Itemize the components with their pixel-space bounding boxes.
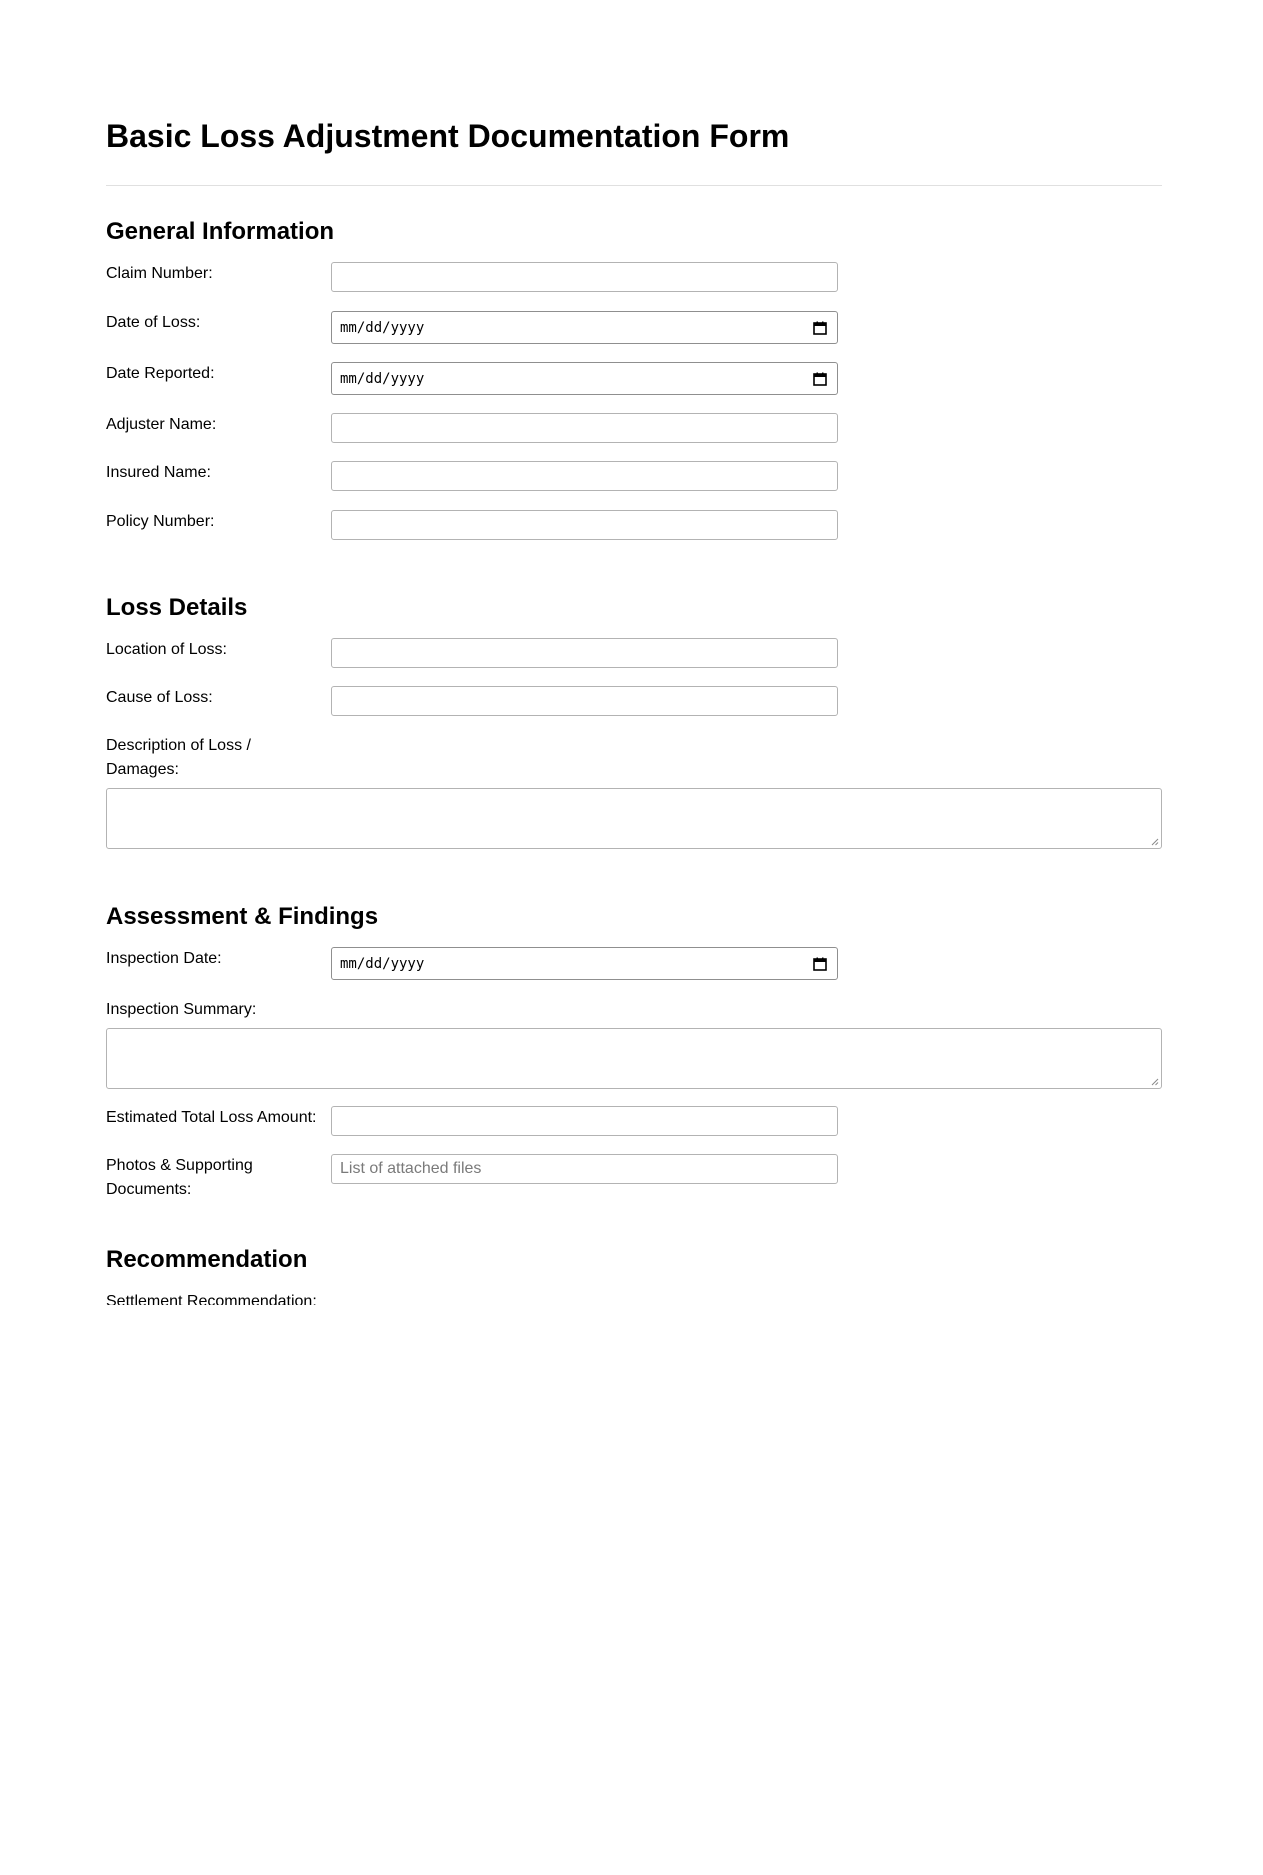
cause-of-loss-input[interactable] [331, 686, 838, 716]
resize-grip-icon[interactable] [1150, 837, 1159, 846]
location-of-loss-input[interactable] [331, 638, 838, 668]
date-reported-label: Date Reported: [106, 365, 215, 382]
photos-documents-input[interactable] [331, 1154, 838, 1184]
settlement-recommendation-clip [106, 1290, 406, 1305]
policy-number-input[interactable] [331, 510, 838, 540]
adjuster-name-label: Adjuster Name: [106, 416, 217, 433]
estimated-total-label: Estimated Total Loss Amount: [106, 1109, 317, 1126]
date-reported-placeholder: mm/dd/yyyy [340, 370, 425, 387]
adjuster-name-input[interactable] [331, 413, 838, 443]
cause-of-loss-label: Cause of Loss: [106, 689, 213, 706]
claim-number-label: Claim Number: [106, 265, 213, 282]
calendar-icon[interactable] [813, 957, 827, 971]
estimated-total-input[interactable] [331, 1106, 838, 1136]
description-textarea[interactable] [106, 788, 1162, 849]
location-of-loss-label: Location of Loss: [106, 641, 227, 658]
date-of-loss-label: Date of Loss: [106, 314, 201, 331]
resize-grip-icon[interactable] [1150, 1077, 1159, 1086]
policy-number-label: Policy Number: [106, 513, 215, 530]
date-of-loss-input[interactable] [331, 311, 838, 344]
inspection-date-placeholder: mm/dd/yyyy [340, 955, 425, 972]
calendar-icon[interactable] [813, 321, 827, 335]
section-heading-loss: Loss Details [106, 594, 248, 621]
settlement-recommendation-label: Settlement Recommendation: [106, 1293, 317, 1305]
section-heading-recommendation: Recommendation [106, 1246, 308, 1273]
inspection-summary-label: Inspection Summary: [106, 1001, 257, 1018]
inspection-summary-textarea[interactable] [106, 1028, 1162, 1089]
section-heading-general: General Information [106, 218, 335, 245]
calendar-icon[interactable] [813, 372, 827, 386]
date-reported-input[interactable] [331, 362, 838, 395]
section-heading-assessment: Assessment & Findings [106, 903, 379, 930]
claim-number-input[interactable] [331, 262, 838, 292]
insured-name-label: Insured Name: [106, 464, 211, 481]
inspection-date-label: Inspection Date: [106, 950, 222, 967]
inspection-date-input[interactable] [331, 947, 838, 980]
title-divider [106, 185, 1162, 186]
page-title: Basic Loss Adjustment Documentation Form [106, 118, 790, 154]
photos-documents-label: Photos & Supporting Documents: [106, 1157, 253, 1198]
insured-name-input[interactable] [331, 461, 838, 491]
date-of-loss-placeholder: mm/dd/yyyy [340, 319, 425, 336]
photos-documents-placeholder: List of attached files [340, 1160, 482, 1177]
description-label: Description of Loss / Damages: [106, 737, 251, 778]
